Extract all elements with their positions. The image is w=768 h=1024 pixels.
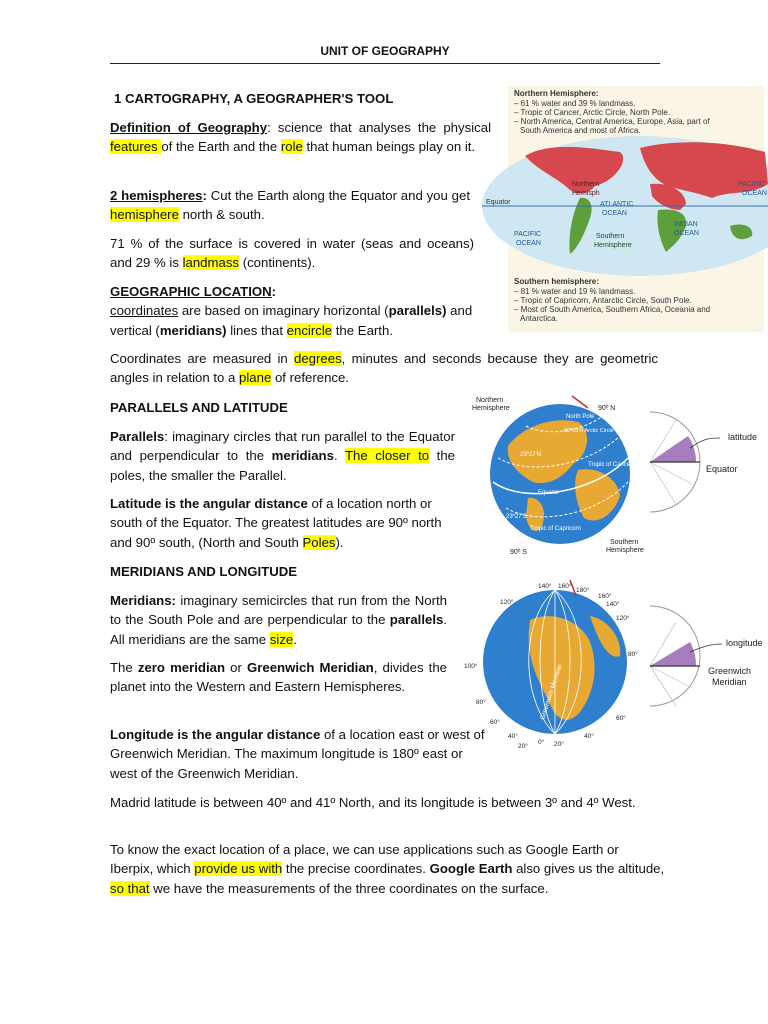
text: Longitude is the angular distance [110, 727, 321, 742]
text: Greenwich Meridian [246, 660, 374, 675]
pointer-line [690, 644, 722, 652]
degree-label: 100° [464, 663, 478, 670]
text: the precise coordinates. [282, 861, 430, 877]
longitude-paragraph [110, 725, 492, 783]
text: . [333, 448, 345, 464]
south-item: – 81 % water and 19 % landmass. [514, 287, 636, 296]
highlight: encircle [286, 322, 333, 338]
longitude-diagram [646, 604, 766, 716]
map-label: INDIAN [674, 221, 698, 228]
latitude-diagram [646, 410, 766, 514]
text: Google Earth [429, 861, 513, 877]
parallels-heading: PARALLELS AND LATITUDE [110, 400, 288, 415]
page-title: UNIT OF GEOGRAPHY [320, 44, 450, 58]
degree-label: 80° [476, 699, 486, 706]
parallels-paragraph [110, 427, 455, 485]
text: parallels) [388, 303, 447, 319]
map-label: OCEAN [602, 210, 627, 217]
text: the poles, the smaller the Parallel. [110, 448, 456, 483]
text: (continents). [239, 255, 316, 271]
text: zero meridian [137, 660, 226, 675]
highlight: so that [110, 880, 150, 896]
text: : science that analyses the physical [267, 120, 491, 135]
degree-label: 60° [490, 719, 500, 726]
map-label: Equator [486, 199, 511, 206]
meridian-label: Meridian [712, 677, 747, 687]
latitude-paragraph [110, 494, 460, 552]
highlight: features [110, 139, 162, 155]
globe-label: 90º N [598, 405, 616, 412]
text: Coordinates are measured in [110, 351, 294, 366]
degree-label: 20° [518, 743, 528, 750]
text: imaginary semicircles that run from the North to the South Pole and are perpendicular to the [110, 593, 447, 628]
text: Parallels [110, 429, 165, 444]
degree-label: 160° [598, 593, 612, 600]
text: meridians [271, 448, 334, 464]
text: meridians) [159, 322, 227, 338]
latitude-wedge [650, 436, 696, 462]
south-item: – Most of South America, Southern Africa, Oceania and [514, 305, 711, 314]
globe-label: Equator [538, 490, 560, 496]
coordinates-paragraph [110, 349, 658, 388]
meridians-paragraph [110, 591, 447, 649]
degree-label: 40° [508, 733, 518, 740]
degree-label: 0° [538, 739, 545, 746]
text: : [271, 284, 277, 299]
degree-label: 60° [616, 715, 626, 722]
text: are based on imaginary horizontal ( [178, 303, 389, 319]
globe-label: 23º27'N [520, 452, 542, 458]
meridians-heading: MERIDIANS AND LONGITUDE [110, 564, 298, 579]
north-item: – 61 % water and 39 % landmass. [514, 99, 636, 108]
text: of a location north or south of the Equator. The greatest latitudes are 90º north and 90º south, (North and South [110, 496, 442, 550]
hemispheres-term: 2 hemispheres [110, 188, 203, 203]
map-label: OCEAN [516, 240, 541, 247]
text: also gives us the altitude, [512, 861, 665, 877]
text: 71 % of the surface is covered in water (seas and oceans) and 29 % is [110, 236, 474, 271]
globe-label: Northern [476, 397, 504, 404]
globe-label: 90º S [510, 549, 527, 556]
longitude-label: longitude [726, 638, 763, 648]
equator-label: Equator [706, 464, 738, 474]
north-item: South America and most of Africa. [520, 126, 641, 135]
text: lines that [226, 322, 287, 338]
highlight: role [280, 139, 303, 155]
map-label: OCEAN [742, 190, 767, 197]
madrid-paragraph: Madrid latitude is between 40º and 41º North, and its longitude is between 3º and 4º West. [110, 795, 636, 810]
south-item: – Tropic of Capricorn, Antarctic Circle, South Pole. [514, 296, 692, 305]
text: parallels [389, 612, 444, 628]
text: of reference. [271, 370, 350, 386]
longitude-globe-figure [460, 580, 640, 752]
map-label: PACIFIC [514, 231, 542, 238]
map-label: Southern [596, 233, 625, 240]
south-item: Antarctica. [520, 314, 558, 323]
degree-label: 120° [616, 615, 630, 622]
text: . All meridians are the same [110, 612, 447, 647]
text: , divides the planet into the Western and Eastern Hemispheres. [110, 660, 448, 695]
globe-label: Hemisphere [472, 405, 510, 412]
degree-label: 40° [584, 733, 594, 740]
surface-paragraph [110, 234, 474, 273]
apps-paragraph [110, 840, 665, 898]
highlight: landmass [182, 255, 240, 271]
globe-label: Tropic of Capricorn [530, 526, 581, 532]
text: : imaginary circles that run parallel to the Equator and perpendicular to the [110, 429, 455, 464]
latitude-label: latitude [728, 432, 758, 442]
section-heading: 1 CARTOGRAPHY, A GEOGRAPHER'S TOOL [114, 91, 394, 106]
highlight: size [269, 631, 294, 647]
text: or [225, 660, 247, 675]
map-label: OCEAN [674, 230, 699, 237]
globe-label: Tropic of Cancer [588, 462, 633, 468]
globe-label: Hemisphere [606, 547, 644, 554]
text: and vertical ( [110, 303, 473, 338]
world-map-figure [480, 86, 768, 332]
text: Cut the Earth along the Equator and you get [206, 188, 470, 203]
highlight: provide us with [194, 861, 283, 877]
highlight: hemisphere [110, 207, 179, 223]
degree-label: 180° [576, 587, 590, 594]
globe-label: 23º27'S [506, 514, 527, 520]
map-label: Hemisph [572, 190, 600, 197]
globe-label: North Pole [566, 414, 595, 420]
highlight: The closer to [344, 448, 430, 464]
south-title: Southern hemisphere: [514, 277, 599, 286]
location-paragraph [110, 282, 491, 340]
highlight: plane [239, 370, 272, 386]
text: north & south. [178, 207, 265, 223]
north-item: – Tropic of Cancer, Arctic Circle, North Pole. [514, 108, 671, 117]
text: that human beings play on it. [302, 139, 476, 155]
latitude-globe-figure [468, 386, 648, 560]
text: Latitude is the angular distance [110, 496, 308, 511]
text: The [110, 660, 138, 675]
greenwich-label: Greenwich Meridian [539, 663, 564, 721]
text: of the Earth and the [161, 139, 281, 155]
text: the Earth. [332, 322, 393, 338]
degree-label: 80° [628, 651, 638, 658]
text: ). [335, 534, 344, 550]
text: To know the exact location of a place, we can use applications such as Google Earth or Iberpix, which [110, 842, 619, 877]
globe-label: Southern [610, 539, 639, 546]
degree-label: 140° [538, 583, 552, 590]
text: we have the measurements of the three coordinates on the surface. [149, 880, 549, 896]
map-label: Hemisphere [594, 242, 632, 249]
text: . [293, 631, 297, 647]
map-label: Northern [572, 181, 600, 188]
definition-paragraph [110, 118, 491, 157]
north-title: Northern Hemisphere: [514, 89, 599, 98]
text: : [202, 188, 207, 203]
north-item: – North America, Central America, Europe, Asia, part of [514, 117, 710, 126]
map-label: ATLANTIC [600, 201, 634, 208]
degree-label: 160° [558, 583, 572, 590]
highlight: degrees [294, 351, 342, 366]
title-rule [110, 63, 660, 64]
highlight: Poles [302, 534, 336, 550]
text: of a location east or west of Greenwich Meridian. The maximum longitude is 180º east or west of the Greenwich Meridian. [110, 727, 485, 781]
definition-term: Definition of Geography [110, 120, 268, 135]
degree-label: 120° [500, 599, 514, 606]
text: Meridians: [110, 593, 176, 608]
map-label: PACIFIC [738, 181, 766, 188]
zero-meridian-paragraph [110, 658, 447, 697]
degree-label: 140° [606, 601, 620, 608]
location-heading: GEOGRAPHIC LOCATION [110, 284, 272, 299]
text: , minutes and seconds because they are geometric angles in relation to a [110, 351, 658, 386]
hemispheres-paragraph [110, 186, 470, 225]
globe-label: 66º33'N Arctic Circle [564, 428, 614, 434]
greenwich-label: Greenwich [708, 666, 752, 676]
text: coordinates [110, 303, 179, 319]
degree-label: 20° [554, 741, 564, 748]
